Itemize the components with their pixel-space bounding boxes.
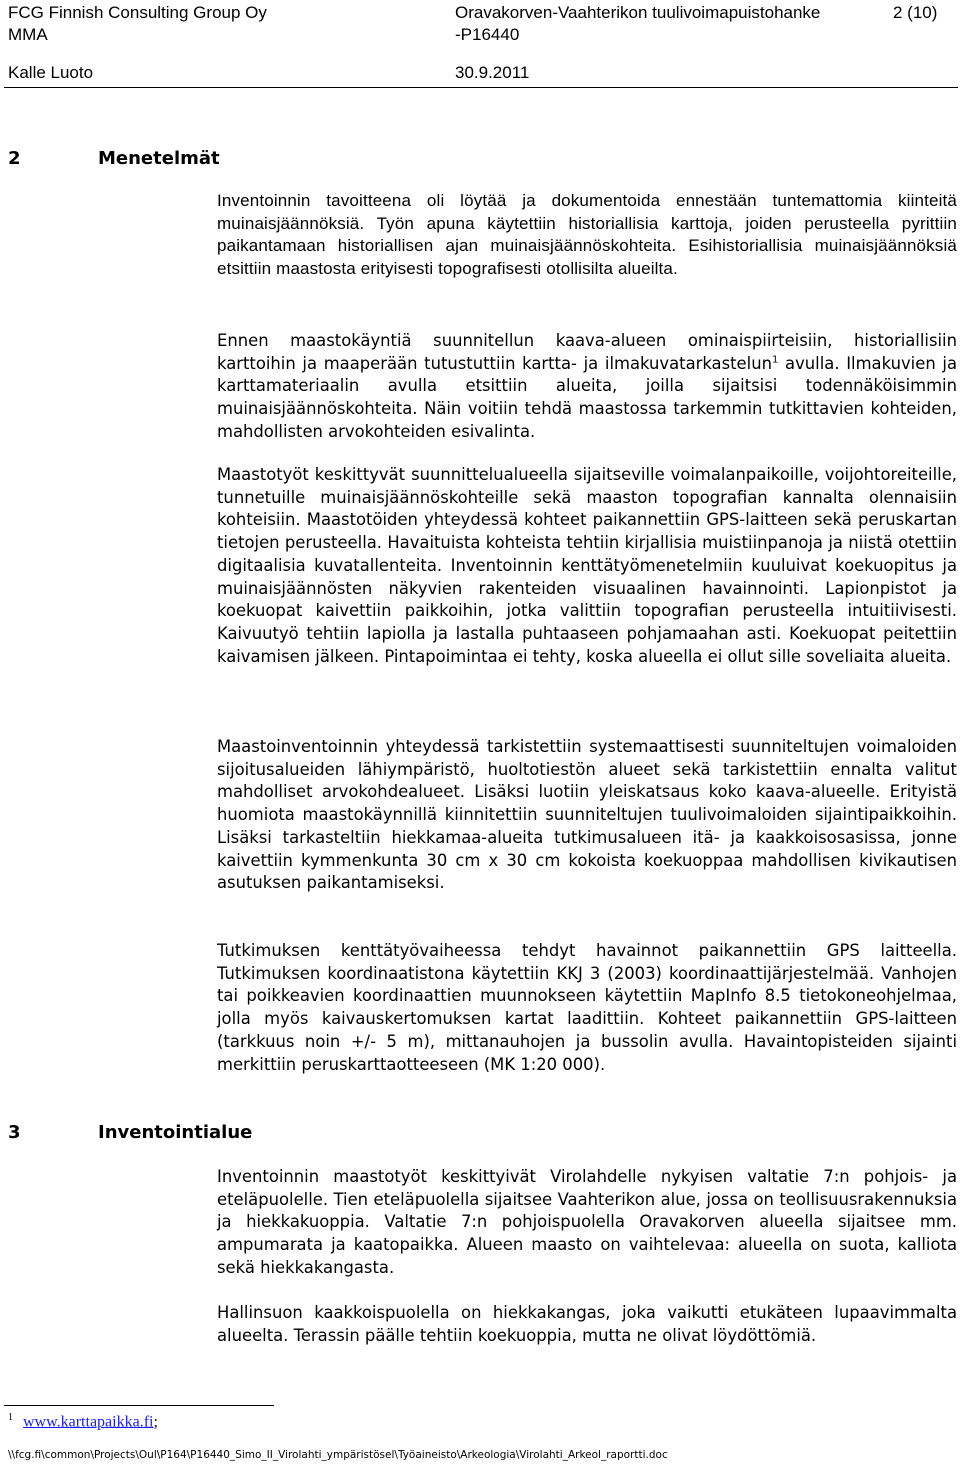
header-project-code: -P16440 [455, 25, 520, 44]
section-number: 3 [8, 1122, 21, 1143]
footnote [8, 1412, 158, 1431]
section-heading-menetelmat [8, 148, 220, 169]
paragraph-coordinates: Tutkimuksen kenttätyövaiheessa tehdyt havainnot paikannettiin GPS laitteella. Tutkimuksen koordinaatistona käytettiin KKJ 3 (2003) koordinaattijärjestelmää. Vanhojen tai poikkeavien koordinaattien muunnokseen käytettiin MapInfo 8.5 tietokoneohjelmaa, jolla myös kaivauskertomuksen kartat laadittiin. Kohteet paikannettiin GPS-laitteen (tarkkuus noin +/- 5 m), mittanauhojen ja bussolin avulla. Havaintopisteiden sijainti merkittiin peruskarttaotteeseen (MK 1:20 000). [217, 941, 957, 1074]
header-author: Kalle Luoto [8, 63, 94, 82]
header-company: FCG Finnish Consulting Group Oy [8, 3, 267, 22]
paragraph-preparation [217, 330, 957, 444]
footnote-suffix: ; [153, 1413, 158, 1431]
footnote-number: 1 [8, 1412, 13, 1423]
paragraph-text: Ennen maastokäyntiä suunnitellun kaava-alueen ominaispiirteisiin, historiallisiin karttoihin ja maaperään tutustuttiin kartta- ja ilmakuvatarkastelun [217, 331, 957, 373]
footnote-link[interactable]: www.karttapaikka.fi [23, 1413, 154, 1431]
paragraph-area: Inventoinnin maastotyöt keskittyivät Virolahdelle nykyisen valtatie 7:n pohjois- ja eteläpuolelle. Tien eteläpuolella sijaitsee Vaahterikon alue, jossa on teollisuusrakennuksia ja hiekkakuoppia. Valtatie 7:n pohjoispuolella Oravakorven alueella sijaitsee mm. ampumarata ja kaatopaikka. Alueen maasto on vaihtelevaa: alueella on suota, kalliota sekä hiekkakangasta. [217, 1167, 957, 1277]
section-title: Menetelmät [98, 148, 220, 169]
header-department: MMA [8, 25, 48, 44]
paragraph-hallinsuo: Hallinsuon kaakkoispuolella on hiekkakangas, joka vaikutti etukäteen lupaavimmalta alueelta. Terassin päälle tehtiin koekuoppia, mutta ne olivat löydöttömiä. [217, 1303, 957, 1345]
document-file-path: \\fcg.fi\common\Projects\Oul\P164\P16440_Simo_II_Virolahti_ympäristösel\Työaineisto\Arkeologia\Virolahti_Arkeol_raportti.doc [8, 1449, 668, 1461]
header-project-title: Oravakorven-Vaahterikon tuulivoimapuistohanke [455, 3, 821, 22]
paragraph-objective: Inventoinnin tavoitteena oli löytää ja dokumentoida ennestään tuntemattomia kiinteitä muinaisjäännöksiä. Työn apuna käytettiin historiallisia karttoja, joiden perusteella pyrittiin paikantamaan historiallisen ajan muinaisjäännöskohteita. Esihistoriallisia muinaisjäännöksiä etsittiin maastosta erityisesti topografisesti otollisilta alueilta. [217, 191, 957, 279]
section-number: 2 [8, 148, 21, 169]
paragraph-fieldwork: Maastotyöt keskittyvät suunnittelualueella sijaitseville voimalanpaikoille, voijohtoreiteille, tunnetuille muinaisjäännöskohteille sekä maaston topografian kannalta olennaisiin kohteisiin. Maastotöiden yhteydessä kohteet paikannettiin GPS-laitteen sekä peruskartan tietojen perusteella. Havaituista kohteista tehtiin kirjallisia muistiinpanoja ja niistä otettiin digitaalisia kuvatallenteita. Inventoinnin kenttätyömenetelmiin kuuluivat koekuopitus ja muinaisjäännösten näkyvien rakenteiden visuaalinen havainnointi. Lapionpistot ja koekuopat kaivettiin paikkoihin, jotka valittiin topografian perusteella intuitiivisesti. Kaivuutyö tehtiin lapiolla ja lastalla puhtaaseen pohjamaahan asti. Koekuopat peitettiin kaivamisen jälkeen. Pintapoimintaa ei tehty, koska alueella ei ollut sille soveliaita alueita. [217, 465, 957, 666]
section-heading-inventointialue [8, 1122, 252, 1143]
paragraph-inventory: Maastoinventoinnin yhteydessä tarkistettiin systemaattisesti suunniteltujen voimaloiden sijoitusalueiden lähiympäristö, huoltotiestön alueet sekä tarkistettiin ennalta valitut mahdolliset arvokohdealueet. Lisäksi luotiin yleiskatsaus koko kaava-alueelle. Erityistä huomiota maastokäynnillä kiinnitettiin suunniteltujen tuulivoimaloiden sijaintipaikkoihin. Lisäksi tarkasteltiin hiekkamaa-alueita tutkimusalueen itä- ja kaakkoisosasissa, jonne kaivettiin kymmenkunta 30 cm x 30 cm kokoista koekuoppaa mahdollisen kivikautisen asutuksen paikantamiseksi. [217, 737, 957, 893]
header-divider [4, 87, 958, 88]
paragraph-text: avulla. Ilmakuvien ja karttamateriaalin avulla etsittiin alueita, joilla sijaitsisi todennäköisimmin muinaisjäännöskohteita. Näin voitiin tehdä maastossa tarkemmin tutkittavien kohteiden, mahdollisten arvokohteiden esivalinta. [217, 353, 957, 441]
header-date: 30.9.2011 [455, 63, 530, 82]
footnote-reference: 1 [771, 354, 779, 366]
footnote-divider [4, 1405, 274, 1406]
header-page-number: 2 (10) [893, 3, 938, 22]
section-title: Inventointialue [98, 1122, 253, 1143]
